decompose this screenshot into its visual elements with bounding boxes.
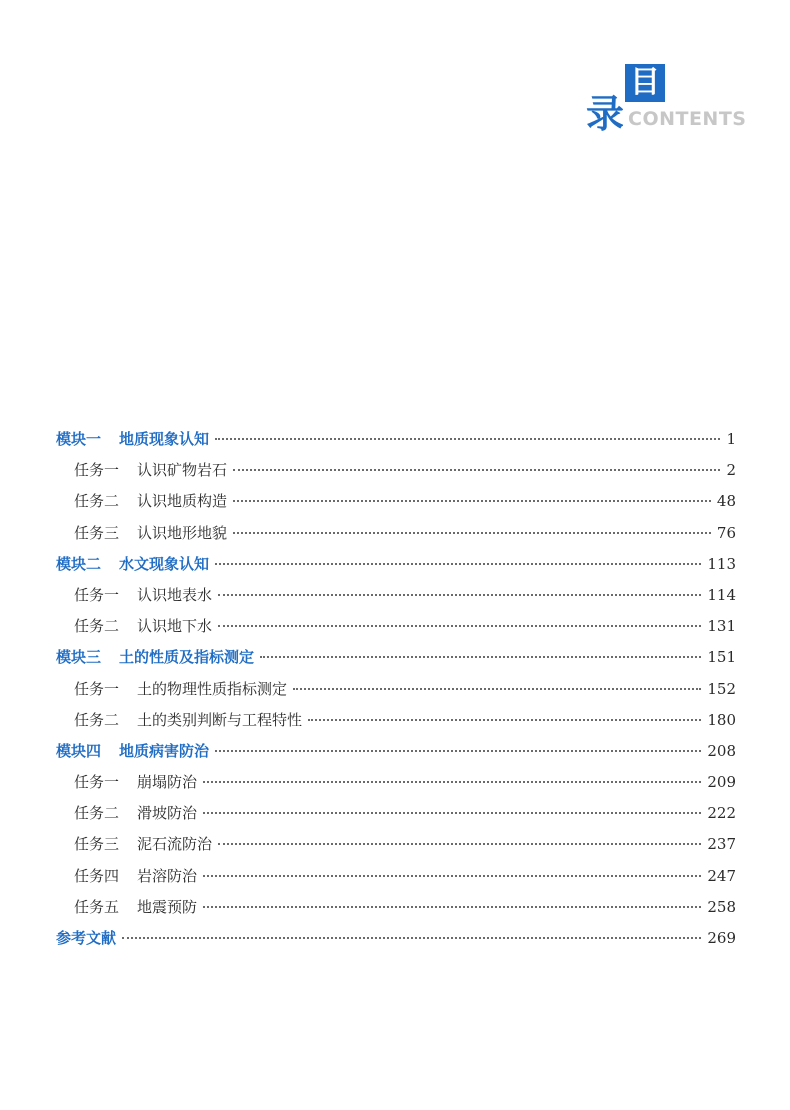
toc-task-entry[interactable] <box>56 678 736 709</box>
toc-entry-label <box>74 709 302 730</box>
toc-entry-number: 任务二 <box>74 617 120 636</box>
toc-entry-title: 地质现象认知 <box>119 430 210 448</box>
toc-page-number: 48 <box>716 492 736 511</box>
toc-entry-number: 任务一 <box>74 461 120 480</box>
toc-entry-title: 滑坡防治 <box>137 804 198 823</box>
toc-entry-title: 地质病害防治 <box>119 741 210 760</box>
toc-entry-title: 崩塌防治 <box>137 773 198 792</box>
dot-leader <box>203 875 701 877</box>
toc-entry-label <box>74 522 227 543</box>
toc-entry-number: 任务二 <box>74 710 120 729</box>
toc-page-number: 113 <box>707 554 736 573</box>
toc-page-number: 208 <box>707 741 736 760</box>
toc-page-number: 1 <box>726 430 736 448</box>
toc-entry-label <box>56 428 209 449</box>
dot-leader <box>308 719 701 721</box>
toc-entry-label <box>74 865 197 886</box>
dot-leader <box>215 563 701 565</box>
toc-entry-title: 认识地形地貌 <box>137 523 228 542</box>
dot-leader <box>233 500 711 502</box>
toc-entry-number: 任务三 <box>74 835 120 854</box>
toc-entry-title: 水文现象认知 <box>119 554 210 573</box>
toc-entry-label <box>56 740 209 761</box>
dot-leader <box>260 656 701 658</box>
toc-entry-label <box>56 927 116 948</box>
toc-module-entry[interactable] <box>56 646 736 677</box>
toc-page-number: 2 <box>726 461 736 480</box>
toc-page-number: 222 <box>707 804 736 823</box>
dot-leader <box>215 438 720 440</box>
toc-task-entry[interactable] <box>56 459 736 490</box>
toc-entry-label <box>74 896 197 917</box>
toc-entry-number: 任务四 <box>74 866 120 885</box>
toc-page-number: 258 <box>707 897 736 916</box>
toc-task-entry[interactable] <box>56 802 736 833</box>
toc-page-number: 152 <box>707 679 736 698</box>
table-of-contents <box>56 428 736 958</box>
toc-entry-label <box>74 459 227 480</box>
toc-entry-number: 任务二 <box>74 804 120 823</box>
toc-entry-title: 认识地表水 <box>137 585 213 604</box>
toc-entry-label <box>74 771 197 792</box>
toc-entry-number: 模块一 <box>56 430 102 448</box>
toc-entry-number: 模块三 <box>56 648 102 667</box>
dot-leader <box>218 843 701 845</box>
toc-page-number: 151 <box>707 648 736 667</box>
toc-entry-number: 任务一 <box>74 585 120 604</box>
toc-entry-title: 土的类别判断与工程特性 <box>137 710 303 729</box>
toc-entry-label <box>56 553 209 574</box>
toc-entry-title: 认识地质构造 <box>137 492 228 511</box>
toc-page-number: 76 <box>716 523 736 542</box>
dot-leader <box>233 532 711 534</box>
toc-entry-label <box>74 615 212 636</box>
toc-entry-label <box>74 678 287 699</box>
dot-leader <box>122 937 701 939</box>
toc-page-number: 269 <box>707 929 736 947</box>
dot-leader <box>203 906 701 908</box>
toc-entry-title: 认识矿物岩石 <box>137 461 228 480</box>
toc-entry-number: 任务一 <box>74 773 120 792</box>
toc-task-entry[interactable] <box>56 896 736 927</box>
toc-entry-title: 泥石流防治 <box>137 835 213 854</box>
toc-module-entry[interactable] <box>56 428 736 459</box>
dot-leader <box>203 812 701 814</box>
toc-task-entry[interactable] <box>56 771 736 802</box>
toc-entry-title: 认识地下水 <box>137 617 213 636</box>
toc-entry-title: 土的性质及指标测定 <box>119 648 255 667</box>
toc-page-number: 209 <box>707 773 736 792</box>
toc-entry-label <box>74 584 212 605</box>
toc-entry-label <box>74 833 212 854</box>
toc-entry-title: 参考文献 <box>56 929 117 947</box>
toc-entry-number: 任务一 <box>74 679 120 698</box>
toc-header <box>586 64 746 144</box>
toc-entry-title: 岩溶防治 <box>137 866 198 885</box>
toc-entry-number: 任务五 <box>74 897 120 916</box>
toc-entry-label <box>56 646 254 667</box>
toc-page-number: 180 <box>707 710 736 729</box>
toc-entry-number: 任务三 <box>74 523 120 542</box>
toc-entry-label <box>74 802 197 823</box>
toc-module-entry[interactable] <box>56 740 736 771</box>
toc-entry-label <box>74 490 227 511</box>
toc-page-number: 114 <box>707 585 736 604</box>
toc-task-entry[interactable] <box>56 833 736 864</box>
toc-task-entry[interactable] <box>56 584 736 615</box>
dot-leader <box>215 750 701 752</box>
heading-mu-box: 目 <box>625 64 665 102</box>
toc-entry-number: 模块二 <box>56 554 102 573</box>
toc-page-number: 131 <box>707 617 736 636</box>
toc-task-entry[interactable] <box>56 865 736 896</box>
dot-leader <box>203 781 701 783</box>
dot-leader <box>218 594 701 596</box>
heading-lu: 录 <box>586 92 625 136</box>
toc-task-entry[interactable] <box>56 709 736 740</box>
toc-entry-title: 土的物理性质指标测定 <box>137 679 288 698</box>
heading-contents: CONTENTS <box>628 108 747 130</box>
toc-entry-number: 模块四 <box>56 741 102 760</box>
dot-leader <box>233 469 720 471</box>
toc-module-entry[interactable] <box>56 927 736 958</box>
toc-module-entry[interactable] <box>56 553 736 584</box>
toc-task-entry[interactable] <box>56 522 736 553</box>
toc-page-number: 237 <box>707 835 736 854</box>
toc-page-number: 247 <box>707 866 736 885</box>
dot-leader <box>218 625 701 627</box>
dot-leader <box>293 688 701 690</box>
toc-entry-number: 任务二 <box>74 492 120 511</box>
toc-entry-title: 地震预防 <box>137 897 198 916</box>
toc-task-entry[interactable] <box>56 615 736 646</box>
toc-task-entry[interactable] <box>56 490 736 521</box>
